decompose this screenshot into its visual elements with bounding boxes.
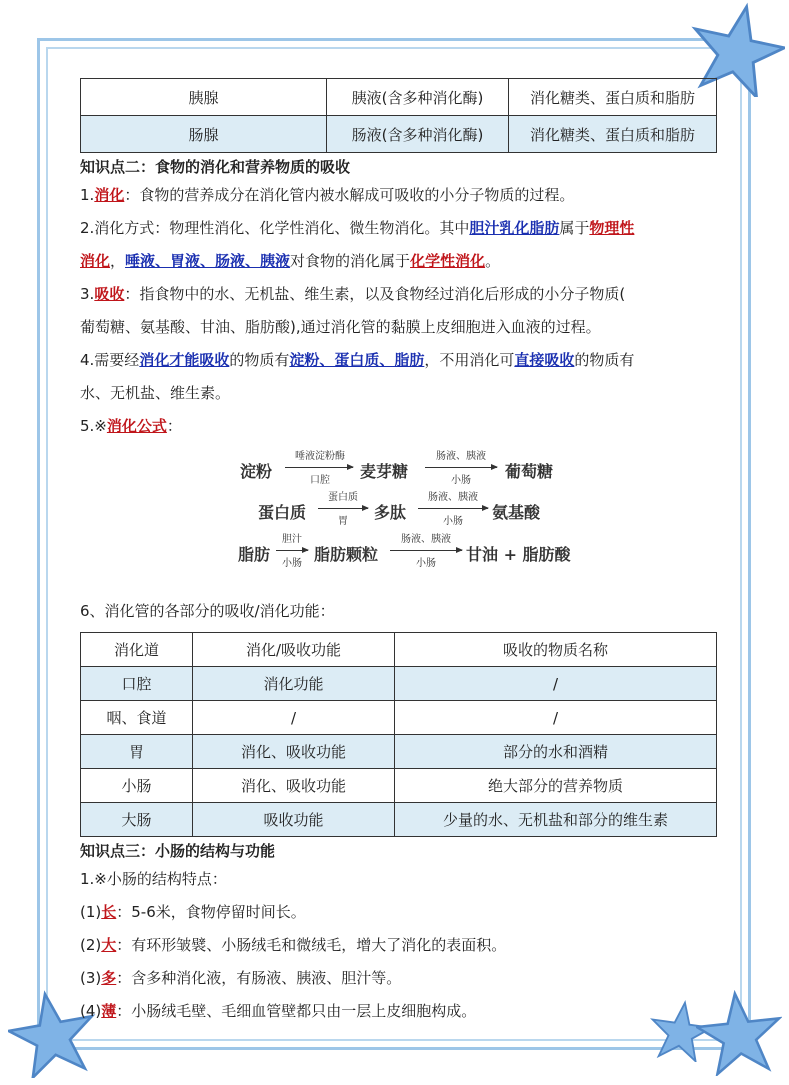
paragraph-text: 水、无机盐、维生素。 bbox=[80, 384, 231, 402]
digestion-formula bbox=[80, 443, 720, 593]
item-text: ：小肠绒毛壁、毛细血管壁都只由一层上皮细胞构成。 bbox=[116, 1002, 477, 1020]
table-row bbox=[81, 116, 717, 153]
table-row bbox=[81, 667, 717, 701]
table-cell: 口腔 bbox=[81, 667, 193, 701]
table-header: 消化道 bbox=[81, 633, 193, 667]
paragraph-num: 5.※ bbox=[80, 417, 107, 435]
table-row bbox=[81, 79, 717, 116]
arrow-icon bbox=[390, 550, 462, 551]
formula-mid: 多肽 bbox=[374, 503, 407, 522]
table-cell: 胰液(含多种消化酶) bbox=[327, 79, 509, 116]
formula-site: 胃 bbox=[338, 516, 348, 527]
formula-site: 小肠 bbox=[416, 558, 436, 569]
paragraph-2 bbox=[80, 212, 720, 278]
table-cell: 消化糖类、蛋白质和脂肪 bbox=[509, 116, 717, 153]
term-many: 多 bbox=[101, 969, 117, 987]
table-cell: / bbox=[193, 701, 395, 735]
item-text: ：5-6米，食物停留时间长。 bbox=[116, 903, 306, 921]
document-content bbox=[80, 78, 720, 1028]
paragraph-text: 的物质有 bbox=[574, 351, 635, 369]
table-cell: 消化、吸收功能 bbox=[193, 735, 395, 769]
item-text: ：有环形皱襞、小肠绒毛和微绒毛，增大了消化的表面积。 bbox=[116, 936, 507, 954]
section-heading-2: 知识点二：食物的消化和营养物质的吸收 bbox=[80, 158, 351, 176]
list-item bbox=[80, 995, 720, 1028]
table-header: 吸收的物质名称 bbox=[395, 633, 717, 667]
list-item bbox=[80, 962, 720, 995]
table-cell: 胰腺 bbox=[81, 79, 327, 116]
paragraph-num: 1. bbox=[80, 186, 95, 204]
item-num: (2) bbox=[80, 936, 102, 954]
term-bile: 胆汁乳化脂肪 bbox=[469, 219, 560, 237]
list-item bbox=[80, 929, 720, 962]
item-num: (4) bbox=[80, 1002, 102, 1020]
table-row bbox=[81, 803, 717, 837]
table-cell: 消化、吸收功能 bbox=[193, 769, 395, 803]
table-cell: 部分的水和酒精 bbox=[395, 735, 717, 769]
term-juices: 唾液、胃液、肠液、胰液 bbox=[125, 252, 291, 270]
formula-enzyme: 肠液、胰液 bbox=[428, 492, 478, 503]
table-header-row bbox=[81, 633, 717, 667]
paragraph-1 bbox=[80, 179, 720, 212]
term-digestion: 消化 bbox=[94, 186, 125, 204]
section6-title: 6、消化管的各部分的吸收/消化功能： bbox=[80, 602, 335, 620]
table-cell: / bbox=[395, 701, 717, 735]
paragraph-text: ： bbox=[166, 417, 182, 435]
formula-start: 淀粉 bbox=[240, 462, 273, 481]
term-physical-2: 消化 bbox=[80, 252, 111, 270]
term-physical: 物理性 bbox=[589, 219, 635, 237]
paragraph-text: 2.消化方式：物理性消化、化学性消化、微生物消化。其中 bbox=[80, 219, 470, 237]
digestive-glands-table bbox=[80, 78, 717, 153]
table-cell: 绝大部分的营养物质 bbox=[395, 769, 717, 803]
arrow-icon bbox=[285, 467, 353, 468]
list-item bbox=[80, 896, 720, 929]
term-need-digest: 消化才能吸收 bbox=[139, 351, 230, 369]
formula-enzyme: 肠液、胰液 bbox=[401, 534, 451, 545]
formula-mid: 麦芽糖 bbox=[360, 462, 409, 481]
table-cell: 大肠 bbox=[81, 803, 193, 837]
table-cell: 消化糖类、蛋白质和脂肪 bbox=[509, 79, 717, 116]
arrow-icon bbox=[276, 550, 308, 551]
paragraph-text: 的物质有 bbox=[229, 351, 290, 369]
term-chemical: 化学性消化 bbox=[410, 252, 486, 270]
table-row bbox=[81, 701, 717, 735]
formula-site: 口腔 bbox=[310, 475, 330, 486]
section-heading-3: 知识点三：小肠的结构与功能 bbox=[80, 842, 276, 860]
table-cell: 肠液(含多种消化酶) bbox=[327, 116, 509, 153]
term-long: 长 bbox=[101, 903, 117, 921]
term-absorption: 吸收 bbox=[94, 285, 125, 303]
paragraph-num: 3. bbox=[80, 285, 95, 303]
term-large: 大 bbox=[101, 936, 117, 954]
paragraph-text: ：食物的营养成分在消化管内被水解成可吸收的小分子物质的过程。 bbox=[124, 186, 575, 204]
formula-mid: 脂肪颗粒 bbox=[314, 545, 379, 564]
paragraph-text: 4.需要经 bbox=[80, 351, 140, 369]
paragraph-text: 。 bbox=[485, 252, 501, 270]
formula-enzyme: 唾液淀粉酶 bbox=[295, 451, 345, 462]
digestive-tract-table bbox=[80, 632, 717, 837]
table-cell: 吸收功能 bbox=[193, 803, 395, 837]
paragraph-3 bbox=[80, 278, 720, 344]
item-num: (3) bbox=[80, 969, 102, 987]
paragraph-text: ：指食物中的水、无机盐、维生素，以及食物经过消化后形成的小分子物质( bbox=[124, 285, 626, 303]
formula-enzyme: 胆汁 bbox=[282, 534, 302, 545]
formula-site: 小肠 bbox=[282, 558, 302, 569]
formula-end: 葡萄糖 bbox=[505, 462, 554, 481]
paragraph-4 bbox=[80, 344, 720, 410]
formula-end: 氨基酸 bbox=[492, 503, 541, 522]
table-cell: / bbox=[395, 667, 717, 701]
paragraph-5 bbox=[80, 410, 720, 443]
table-row bbox=[81, 769, 717, 803]
item-num: (1) bbox=[80, 903, 102, 921]
arrow-icon bbox=[425, 467, 497, 468]
term-formula: 消化公式 bbox=[106, 417, 167, 435]
formula-start: 蛋白质 bbox=[258, 503, 307, 522]
term-nutrients: 淀粉、蛋白质、脂肪 bbox=[289, 351, 425, 369]
table-cell: 消化功能 bbox=[193, 667, 395, 701]
formula-site: 小肠 bbox=[451, 475, 471, 486]
item-text: ：含多种消化液，有肠液、胰液、胆汁等。 bbox=[116, 969, 402, 987]
table-cell: 少量的水、无机盐和部分的维生素 bbox=[395, 803, 717, 837]
paragraph-text: ，不用消化可 bbox=[424, 351, 515, 369]
table-cell: 咽、食道 bbox=[81, 701, 193, 735]
table-header: 消化/吸收功能 bbox=[193, 633, 395, 667]
formula-enzyme: 蛋白质 bbox=[328, 492, 358, 503]
paragraph-text: ， bbox=[110, 252, 126, 270]
paragraph-text: 葡萄糖、氨基酸、甘油、脂肪酸),通过消化管的黏膜上皮细胞进入血液的过程。 bbox=[80, 318, 601, 336]
section3-intro: 1.※小肠的结构特点： bbox=[80, 870, 227, 888]
formula-enzyme: 肠液、胰液 bbox=[436, 451, 486, 462]
term-thin: 薄 bbox=[101, 1002, 117, 1020]
paragraph-text: 对食物的消化属于 bbox=[290, 252, 411, 270]
arrow-icon bbox=[318, 508, 368, 509]
table-cell: 肠腺 bbox=[81, 116, 327, 153]
term-direct: 直接吸收 bbox=[514, 351, 575, 369]
arrow-icon bbox=[418, 508, 488, 509]
table-cell: 胃 bbox=[81, 735, 193, 769]
paragraph-text: 属于 bbox=[559, 219, 590, 237]
table-cell: 小肠 bbox=[81, 769, 193, 803]
formula-end: 甘油 + 脂肪酸 bbox=[466, 545, 571, 564]
table-row bbox=[81, 735, 717, 769]
formula-start: 脂肪 bbox=[238, 545, 271, 564]
formula-site: 小肠 bbox=[443, 516, 463, 527]
